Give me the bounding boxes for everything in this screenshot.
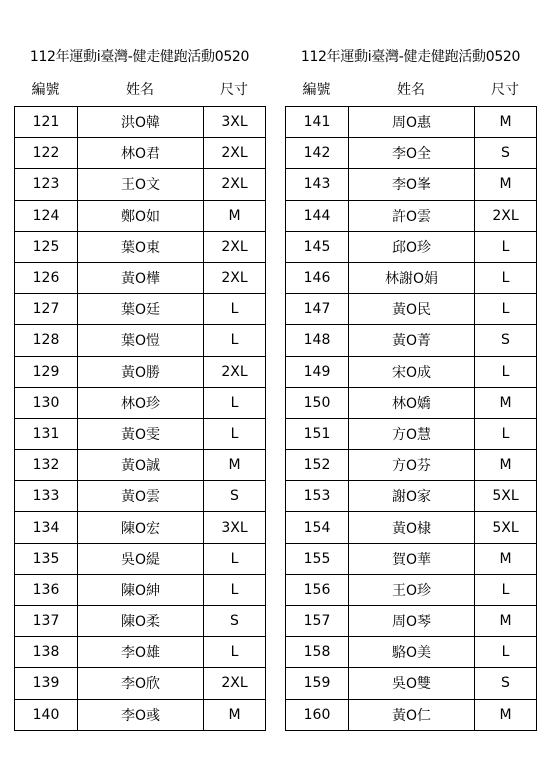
table-row bbox=[286, 637, 537, 668]
cell-number: 153 bbox=[286, 481, 349, 512]
cell-name: 周O琴 bbox=[349, 606, 475, 637]
cell-name: 方O芬 bbox=[349, 450, 475, 481]
cell-size: M bbox=[475, 450, 537, 481]
cell-name: 黃O民 bbox=[349, 294, 475, 325]
table-row bbox=[286, 481, 537, 512]
table-row bbox=[286, 606, 537, 637]
cell-size: M bbox=[475, 699, 537, 730]
cell-number: 131 bbox=[15, 418, 78, 449]
cell-size: M bbox=[475, 169, 537, 200]
table-row bbox=[286, 200, 537, 231]
cell-size: L bbox=[475, 262, 537, 293]
cell-number: 130 bbox=[15, 387, 78, 418]
table-row bbox=[15, 294, 266, 325]
column-headers bbox=[14, 80, 265, 100]
cell-size: M bbox=[204, 200, 266, 231]
cell-number: 138 bbox=[15, 637, 78, 668]
cell-number: 129 bbox=[15, 356, 78, 387]
cell-number: 134 bbox=[15, 512, 78, 543]
cell-size: M bbox=[204, 699, 266, 730]
cell-number: 159 bbox=[286, 668, 349, 699]
cell-size: L bbox=[475, 637, 537, 668]
cell-size: L bbox=[204, 325, 266, 356]
table-row bbox=[15, 668, 266, 699]
cell-size: 2XL bbox=[204, 169, 266, 200]
cell-number: 127 bbox=[15, 294, 78, 325]
cell-number: 128 bbox=[15, 325, 78, 356]
cell-number: 151 bbox=[286, 418, 349, 449]
table-row bbox=[15, 262, 266, 293]
cell-name: 李O全 bbox=[349, 138, 475, 169]
cell-name: 王O珍 bbox=[349, 574, 475, 605]
header-size: 尺寸 bbox=[220, 82, 248, 98]
cell-size: S bbox=[475, 325, 537, 356]
table-row bbox=[286, 450, 537, 481]
cell-size: L bbox=[204, 543, 266, 574]
table-row bbox=[286, 387, 537, 418]
cell-name: 洪O韓 bbox=[78, 107, 204, 138]
cell-number: 140 bbox=[15, 699, 78, 730]
column-headers bbox=[285, 80, 536, 100]
cell-name: 邱O珍 bbox=[349, 231, 475, 262]
cell-number: 154 bbox=[286, 512, 349, 543]
cell-number: 152 bbox=[286, 450, 349, 481]
cell-number: 125 bbox=[15, 231, 78, 262]
header-number: 編號 bbox=[302, 82, 331, 98]
cell-name: 陳O柔 bbox=[78, 606, 204, 637]
cell-size: L bbox=[475, 231, 537, 262]
cell-number: 121 bbox=[15, 107, 78, 138]
cell-number: 158 bbox=[286, 637, 349, 668]
table-row bbox=[286, 356, 537, 387]
table-row bbox=[286, 699, 537, 730]
cell-name: 黃O誠 bbox=[78, 450, 204, 481]
cell-size: 2XL bbox=[204, 668, 266, 699]
cell-size: 2XL bbox=[204, 356, 266, 387]
cell-name: 林O君 bbox=[78, 138, 204, 169]
table-row bbox=[15, 450, 266, 481]
cell-name: 鄭O如 bbox=[78, 200, 204, 231]
cell-name: 李O彧 bbox=[78, 699, 204, 730]
table-row bbox=[15, 606, 266, 637]
cell-number: 133 bbox=[15, 481, 78, 512]
cell-number: 144 bbox=[286, 200, 349, 231]
table-row bbox=[15, 481, 266, 512]
cell-name: 黃O樺 bbox=[78, 262, 204, 293]
table-row bbox=[286, 294, 537, 325]
cell-name: 駱O美 bbox=[349, 637, 475, 668]
cell-size: 3XL bbox=[204, 107, 266, 138]
cell-number: 157 bbox=[286, 606, 349, 637]
table-row bbox=[286, 262, 537, 293]
cell-name: 林O嬌 bbox=[349, 387, 475, 418]
cell-number: 126 bbox=[15, 262, 78, 293]
cell-name: 黃O雲 bbox=[78, 481, 204, 512]
cell-size: 2XL bbox=[204, 231, 266, 262]
header-name: 姓名 bbox=[397, 82, 425, 98]
cell-size: M bbox=[475, 107, 537, 138]
table-row bbox=[286, 107, 537, 138]
cell-size: S bbox=[475, 138, 537, 169]
cell-size: M bbox=[204, 450, 266, 481]
table-row bbox=[15, 356, 266, 387]
table-row bbox=[15, 107, 266, 138]
cell-name: 謝O家 bbox=[349, 481, 475, 512]
cell-name: 賀O華 bbox=[349, 543, 475, 574]
cell-size: L bbox=[204, 574, 266, 605]
cell-name: 吳O緹 bbox=[78, 543, 204, 574]
table-row bbox=[15, 325, 266, 356]
table-row bbox=[15, 637, 266, 668]
cell-name: 李O欣 bbox=[78, 668, 204, 699]
cell-number: 150 bbox=[286, 387, 349, 418]
cell-name: 黃O菁 bbox=[349, 325, 475, 356]
table-row bbox=[15, 512, 266, 543]
cell-name: 宋O成 bbox=[349, 356, 475, 387]
table-row bbox=[286, 512, 537, 543]
table-row bbox=[15, 418, 266, 449]
cell-name: 黃O勝 bbox=[78, 356, 204, 387]
table-row bbox=[286, 325, 537, 356]
cell-size: L bbox=[204, 418, 266, 449]
cell-size: L bbox=[475, 294, 537, 325]
cell-size: M bbox=[475, 606, 537, 637]
cell-name: 葉O東 bbox=[78, 231, 204, 262]
cell-name: 李O峯 bbox=[349, 169, 475, 200]
cell-number: 147 bbox=[286, 294, 349, 325]
panel-title: 112年運動i臺灣-健走健跑活動0520 bbox=[300, 49, 521, 65]
cell-size: 5XL bbox=[475, 481, 537, 512]
table-row bbox=[15, 543, 266, 574]
cell-number: 148 bbox=[286, 325, 349, 356]
cell-name: 李O雄 bbox=[78, 637, 204, 668]
cell-number: 145 bbox=[286, 231, 349, 262]
cell-size: 3XL bbox=[204, 512, 266, 543]
cell-name: 王O文 bbox=[78, 169, 204, 200]
header-size: 尺寸 bbox=[491, 82, 519, 98]
table-row bbox=[286, 543, 537, 574]
cell-number: 142 bbox=[286, 138, 349, 169]
cell-number: 136 bbox=[15, 574, 78, 605]
cell-name: 周O惠 bbox=[349, 107, 475, 138]
cell-size: L bbox=[475, 574, 537, 605]
table-row bbox=[15, 138, 266, 169]
cell-name: 黃O棣 bbox=[349, 512, 475, 543]
cell-size: L bbox=[204, 294, 266, 325]
cell-number: 122 bbox=[15, 138, 78, 169]
cell-size: L bbox=[475, 418, 537, 449]
cell-name: 黃O仁 bbox=[349, 699, 475, 730]
header-name: 姓名 bbox=[126, 82, 154, 98]
cell-number: 146 bbox=[286, 262, 349, 293]
cell-name: 陳O紳 bbox=[78, 574, 204, 605]
cell-size: L bbox=[204, 637, 266, 668]
cell-number: 132 bbox=[15, 450, 78, 481]
cell-number: 124 bbox=[15, 200, 78, 231]
cell-number: 135 bbox=[15, 543, 78, 574]
table-row bbox=[286, 138, 537, 169]
cell-number: 139 bbox=[15, 668, 78, 699]
cell-size: 2XL bbox=[204, 138, 266, 169]
roster-table-left bbox=[14, 106, 266, 731]
cell-name: 吳O雙 bbox=[349, 668, 475, 699]
cell-name: 陳O宏 bbox=[78, 512, 204, 543]
cell-number: 155 bbox=[286, 543, 349, 574]
cell-size: 2XL bbox=[204, 262, 266, 293]
roster-table-right bbox=[285, 106, 537, 731]
cell-size: S bbox=[475, 668, 537, 699]
cell-number: 149 bbox=[286, 356, 349, 387]
cell-name: 黃O雯 bbox=[78, 418, 204, 449]
cell-number: 123 bbox=[15, 169, 78, 200]
cell-size: S bbox=[204, 481, 266, 512]
cell-size: S bbox=[204, 606, 266, 637]
table-row bbox=[15, 574, 266, 605]
cell-name: 葉O愷 bbox=[78, 325, 204, 356]
table-row bbox=[15, 200, 266, 231]
cell-number: 137 bbox=[15, 606, 78, 637]
table-row bbox=[15, 231, 266, 262]
cell-size: L bbox=[475, 356, 537, 387]
cell-number: 160 bbox=[286, 699, 349, 730]
cell-name: 林謝O娟 bbox=[349, 262, 475, 293]
cell-name: 葉O廷 bbox=[78, 294, 204, 325]
header-number: 編號 bbox=[31, 82, 60, 98]
cell-name: 林O珍 bbox=[78, 387, 204, 418]
cell-size: M bbox=[475, 387, 537, 418]
panel-title: 112年運動i臺灣-健走健跑活動0520 bbox=[29, 49, 250, 65]
cell-name: 方O慧 bbox=[349, 418, 475, 449]
table-row bbox=[15, 699, 266, 730]
table-row bbox=[15, 169, 266, 200]
cell-size: 5XL bbox=[475, 512, 537, 543]
cell-size: M bbox=[475, 543, 537, 574]
cell-number: 156 bbox=[286, 574, 349, 605]
table-row bbox=[286, 418, 537, 449]
table-row bbox=[286, 574, 537, 605]
cell-size: L bbox=[204, 387, 266, 418]
table-row bbox=[286, 169, 537, 200]
table-row bbox=[15, 387, 266, 418]
cell-number: 143 bbox=[286, 169, 349, 200]
cell-size: 2XL bbox=[475, 200, 537, 231]
cell-name: 許O雲 bbox=[349, 200, 475, 231]
table-row bbox=[286, 231, 537, 262]
table-row bbox=[286, 668, 537, 699]
cell-number: 141 bbox=[286, 107, 349, 138]
